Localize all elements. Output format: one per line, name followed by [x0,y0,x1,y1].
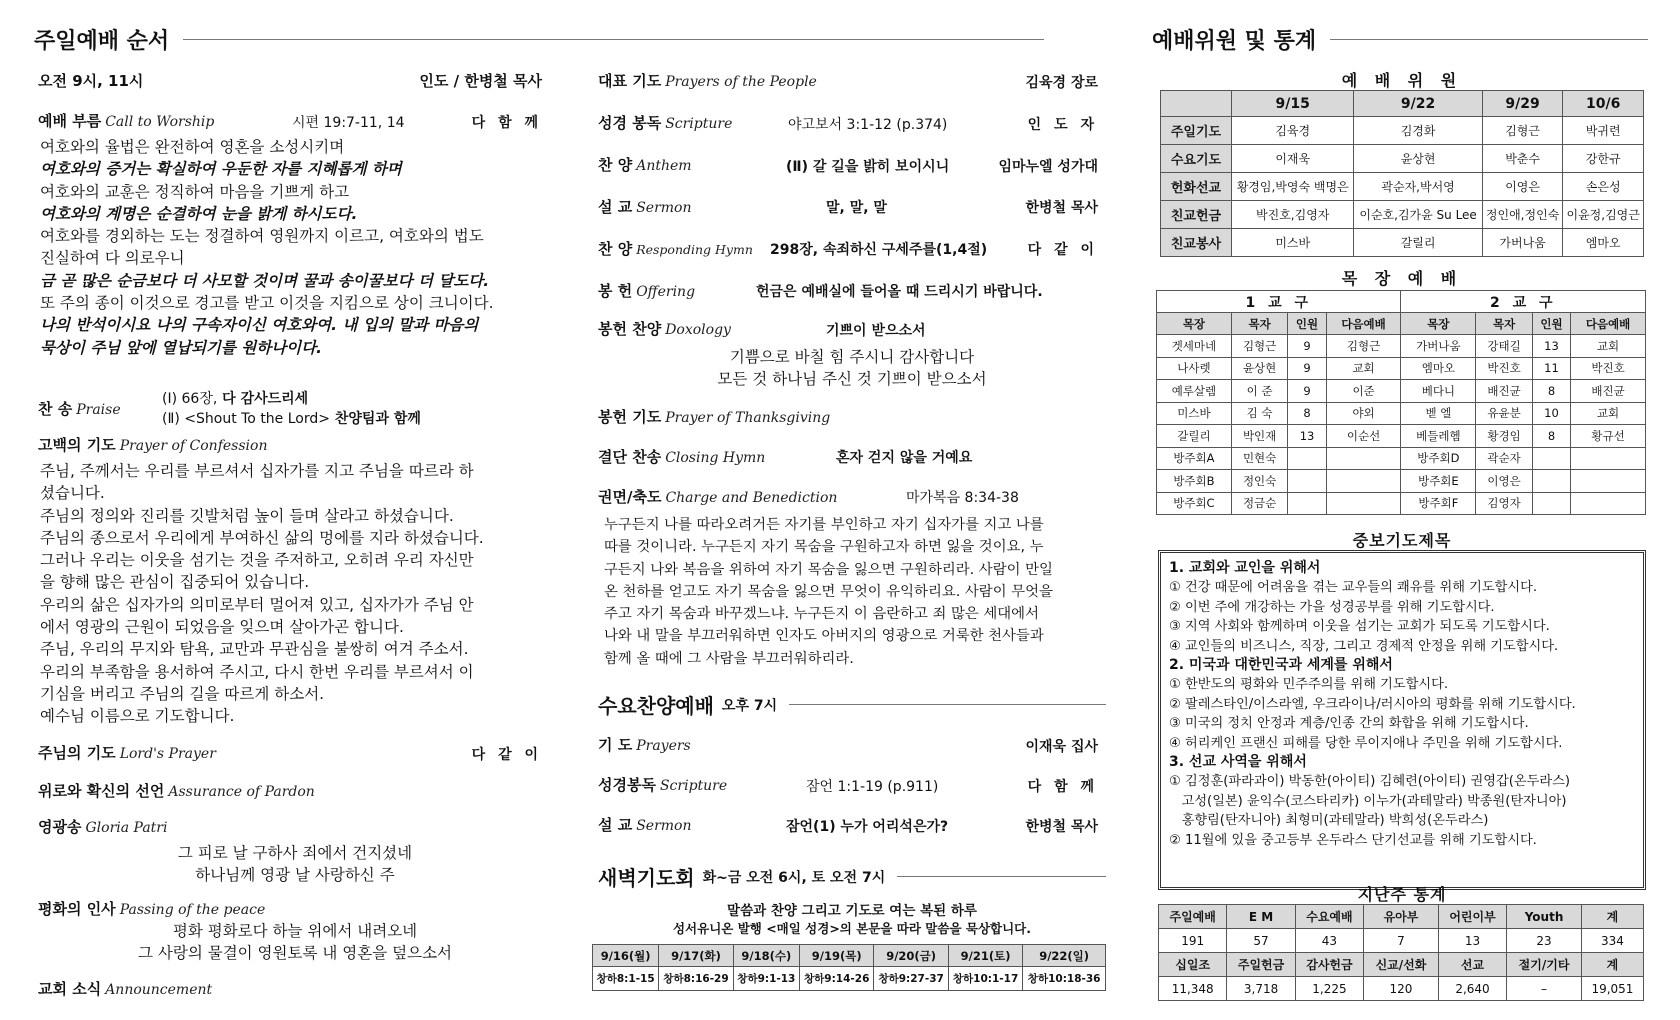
duty-label: 친교봉사 [1161,229,1232,257]
stats-value: 11,348 [1159,977,1227,1001]
district-1: 1 교 구 [1157,291,1401,313]
stats-header: 수요예배 [1295,905,1363,929]
pasture-cell: 방주회D [1401,447,1476,470]
pasture-cell: 예루살렘 [1157,380,1232,403]
anthem-who: 임마누엘 성가대 [998,159,1098,175]
responding-hymn: 찬 양 Responding Hymn [598,240,753,258]
stats-header: 신교/선화 [1364,953,1439,977]
doxology: 봉헌 찬양 Doxology [598,320,731,338]
pasture-header: 인원 [1288,313,1326,335]
pasture-cell: 박진호 [1476,357,1533,380]
dawn-day: 9/18(수) [733,945,799,967]
pasture-cell: 민현숙 [1231,447,1288,470]
passing-of-peace: 평화의 인사 Passing of the peace [38,900,266,918]
praise: 찬 송 Praise [38,400,121,418]
pasture-cell: 13 [1288,425,1326,448]
doxology-title: 기쁘이 받으소서 [826,323,926,339]
stats-header: Youth [1507,905,1582,929]
pasture-cell: 11 [1532,357,1570,380]
pasture-cell: 황경임 [1476,425,1533,448]
closing-hymn-title: 혼자 걷지 않을 거예요 [836,450,973,466]
prayer-title: 중보기도제목 [1352,531,1452,550]
pasture-title: 목 장 예 배 [1341,269,1463,288]
dawn-prayer-header: 새벽기도회 화~금 오전 6시, 토 오전 7시 [598,862,1106,891]
pasture-cell [1571,470,1646,493]
prayer-item: ③ 미국의 정치 안정과 계층/인종 간의 화합을 위해 기도합시다. [1169,716,1529,732]
committee-stats-header [1152,24,1648,55]
stats-value: 2,640 [1438,977,1506,1001]
benediction-line: 주고 자기 목숨과 바꾸겠느냐. 누구든지 이 음란하고 죄 많은 세대에서 [604,606,1039,623]
section-title: 예배위원 및 통계 [1152,29,1317,54]
dawn-note: 말씀과 찬양 그리고 기도로 여는 복된 하루 성서유니온 발행 <매일 성경>의 본문을 따라 말씀을 묵상합니다. [672,903,1032,936]
duty-label: 헌화선교 [1161,173,1232,201]
scripture-ref: 야고보서 3:1-12 (p.374) [788,117,948,133]
duty-cell: 가버나움 [1482,229,1563,257]
psalm-line: 또 주의 종이 이것으로 경고를 받고 이것을 지킴으로 상이 크니이다. [40,294,494,313]
benediction-line: 구든지 나와 복음을 위하여 자기 목숨을 잃으면 구원하리라. 사람이 만일 [604,561,1053,578]
duty-row [1161,117,1644,145]
pasture-cell: 유윤분 [1476,402,1533,425]
psalm-line: 묵상이 주님 앞에 열납되기를 원하나이다. [40,338,323,357]
pasture-cell [1571,447,1646,470]
psalm-reading [40,136,550,359]
dawn-day: 9/19(목) [799,945,873,967]
pasture-cell: 이순선 [1326,425,1401,448]
call-who: 다 함 께 [471,115,542,131]
district-row [1157,291,1646,313]
pasture-row [1157,492,1646,515]
stats-value: 19,051 [1581,977,1643,1001]
pasture-cell: 김형근 [1326,335,1401,358]
responding-hymn-title: 298장, 속죄하신 구세주를(1,4절) [770,242,988,258]
pasture-cell [1571,492,1646,515]
pasture-cell: 가버나움 [1401,335,1476,358]
dawn-ref: 창하10:1-17 [948,967,1022,991]
pasture-row [1157,402,1646,425]
wed-prayers-who: 이재욱 집사 [1025,739,1098,755]
wed-scripture: 성경봉독 Scripture [598,776,728,794]
dawn-refs-row [593,967,1106,991]
service-time: 오전 9시, 11시 [38,72,144,90]
sermon: 설 교 Sermon [598,198,692,216]
prayer-item: ② 11월에 있을 중고등부 온두라스 단기선교를 위해 기도합시다. [1169,832,1537,848]
wed-sermon-title: 잠언(1) 누가 어리석은가? [786,819,949,835]
prayer-item: ③ 지역 사회와 함께하며 이웃을 섬기는 교회가 되도록 기도합시다. [1169,619,1550,635]
duty-cell: 이순호,김가윤 Su Lee [1354,201,1482,229]
stats-header: E M [1227,905,1295,929]
pasture-cell: 배진균 [1476,380,1533,403]
pasture-header: 목자 [1231,313,1288,335]
stats-header: 십일조 [1159,953,1227,977]
intercessory-prayer-box [1158,550,1646,890]
pasture-cell: 정인숙 [1231,470,1288,493]
duty-cell: 윤상현 [1354,145,1482,173]
pasture-cell: 방주회C [1157,492,1232,515]
prayer-item: ① 김정훈(파라과이) 박동한(아이티) 김혜련(아이티) 권영갑(온두라스) [1169,774,1570,790]
dawn-day: 9/21(토) [948,945,1022,967]
pasture-cell: 방주회F [1401,492,1476,515]
psalm-line: 금 곧 많은 순금보다 더 사모할 것이며 꿀과 송이꿀보다 더 달도다. [40,271,490,290]
pasture-cell: 갈릴리 [1157,425,1232,448]
prayer-item: ② 팔레스타인/이스라엘, 우크라이나/러시아의 평화를 위해 기도합시다. [1169,696,1576,712]
dawn-ref: 창하9:27-37 [874,967,948,991]
pasture-cell: 베들레헴 [1401,425,1476,448]
pasture-header: 다음예배 [1326,313,1401,335]
prayer-item: ① 건강 때문에 어려움을 겪는 교우들의 쾌유를 위해 기도합시다. [1169,580,1538,596]
psalm-line: 여호와의 율법은 완전하여 영혼을 소성시키며 [40,138,345,156]
pasture-row [1157,447,1646,470]
duty-cell: 정인애,정인숙 [1482,201,1563,229]
pasture-cell: 정금순 [1231,492,1288,515]
psalm-line: 여호와의 증거는 확실하여 우둔한 자를 지혜롭게 하며 [40,160,402,179]
confession-line: 셨습니다. [40,484,105,503]
stats-value: 1,225 [1295,977,1363,1001]
pasture-cell: 강태길 [1476,335,1533,358]
anthem: 찬 양 Anthem [598,156,692,174]
prayer-of-thanksgiving: 봉헌 기도 Prayer of Thanksgiving [598,408,831,426]
stats-value: – [1507,977,1582,1001]
duty-cell: 김형근 [1482,117,1563,145]
pasture-cell: 미스바 [1157,402,1232,425]
pasture-row [1157,335,1646,358]
pasture-cell [1532,492,1570,515]
prayer-heading: 3. 선교 사역을 위해서 [1169,754,1307,771]
benediction-line: 나와 내 말을 부끄러워하면 인자도 아버지의 영광으로 거룩한 천사들과 [604,628,1044,645]
dawn-day: 9/20(금) [874,945,948,967]
duty-cell: 이영은 [1482,173,1563,201]
pasture-cell: 김형근 [1231,335,1288,358]
pasture-header: 목장 [1157,313,1232,335]
scripture: 성경 봉독 Scripture [598,114,733,132]
offering-note: 헌금은 예배실에 들어올 때 드리시기 바랍니다. [756,284,1043,300]
call-ref: 시편 19:7-11, 14 [292,115,405,131]
psalm-line: 진실하여 다 의로우니 [40,249,185,268]
prayer-heading: 1. 교회와 교인을 위해서 [1169,560,1321,576]
stats-value: 43 [1295,929,1363,953]
prayers-of-people: 대표 기도 Prayers of the People [598,72,817,90]
duty-row [1161,201,1644,229]
confession-line: 주님, 주께서는 우리를 부르셔서 십자가를 지고 주님을 따르라 하 [40,462,474,480]
psalm-line: 나의 반석이시요 나의 구속자이신 여호와여. 내 입의 말과 마음의 [40,316,479,335]
pasture-cell: 이준 [1326,380,1401,403]
duty-label: 수요기도 [1161,145,1232,173]
lords-prayer-who: 다 같 이 [471,747,542,763]
duty-date: 9/15 [1232,91,1354,117]
wednesday-service-header: 수요찬양예배 오후 7시 [598,690,1106,719]
pasture-cell [1288,447,1326,470]
confession-text [40,460,550,728]
duty-header-row [1161,91,1644,117]
confession-line: 기심을 버리고 주님의 길을 따르게 하소서. [40,684,325,703]
section-title: 주일예배 순서 [34,29,170,54]
pasture-cell: 9 [1288,357,1326,380]
confession-line: 우리의 삶은 십자가의 의미로부터 멀어져 있고, 십자가가 주님 안 [40,595,474,614]
pasture-cell: 이 준 [1231,380,1288,403]
dawn-ref: 창하9:14-26 [799,967,873,991]
stats-header: 감사헌금 [1295,953,1363,977]
pasture-cell: 황규선 [1571,425,1646,448]
stats-value: 23 [1507,929,1582,953]
stats-header: 선교 [1438,953,1506,977]
charge-ref: 마가복음 8:34-38 [906,490,1019,506]
prayer-item: ④ 허리케인 프랜신 피해를 당한 루이지애나 주민을 위해 기도합시다. [1169,735,1563,751]
pasture-cell [1532,470,1570,493]
wed-scripture-who: 다 함 께 [1027,779,1098,795]
order-of-worship-header [34,24,1044,55]
pasture-cell: 김 숙 [1231,402,1288,425]
prayer-item: ① 한반도의 평화와 민주주의를 위해 기도합시다. [1169,677,1449,693]
pasture-cell: 8 [1532,425,1570,448]
pasture-row [1157,357,1646,380]
praise-line-1: (Ⅰ) 66장, 다 감사드리세 [162,391,309,407]
confession-line: 주님의 종으로서 우리에게 부여하신 삶의 멍에를 지라 하셨습니다. [40,528,484,547]
stats-header: 주일예배 [1159,905,1227,929]
duty-date: 9/29 [1482,91,1563,117]
stats-table [1158,904,1644,1001]
pasture-cell: 9 [1288,380,1326,403]
pasture-cell: 8 [1288,402,1326,425]
dawn-reading-table [592,944,1106,991]
confession-line: 주님, 우리의 무지와 탐욕, 교만과 무관심을 불쌍히 여겨 주소서. [40,640,469,659]
assurance-of-pardon: 위로와 확신의 선언 Assurance of Pardon [38,782,315,800]
stats-header: 주일헌금 [1227,953,1295,977]
stats-header: 절기/기타 [1507,953,1582,977]
duty-table [1160,90,1644,257]
pasture-header: 다음예배 [1571,313,1646,335]
prayer-item: ② 이번 주에 개강하는 가을 성경공부를 위해 기도합시다. [1169,599,1495,615]
duty-title: 예 배 위 원 [1341,71,1463,90]
closing-hymn: 결단 찬송 Closing Hymn [598,448,766,466]
responding-hymn-who: 다 같 이 [1027,242,1098,258]
duty-label: 친교헌금 [1161,201,1232,229]
duty-cell: 손은성 [1563,173,1644,201]
dawn-ref: 창하9:1-13 [733,967,799,991]
service-leader: 인도 / 한병철 목사 [419,72,542,90]
doxology-lyrics: 기쁨으로 바칠 힘 주시니 감사합니다 모든 것 하나님 주신 것 기쁘이 받으소서 [717,348,987,388]
pasture-cell [1288,492,1326,515]
pasture-cell: 야외 [1326,402,1401,425]
pasture-row [1157,425,1646,448]
duty-cell: 갈릴리 [1354,229,1482,257]
duty-cell: 이재욱 [1232,145,1354,173]
wed-sermon-who: 한병철 목사 [1025,819,1098,835]
stats-value: 334 [1581,929,1643,953]
duty-cell: 강한규 [1563,145,1644,173]
duty-cell: 곽순자,박서영 [1354,173,1482,201]
pasture-cell: 교회 [1571,402,1646,425]
pasture-cell: 이영은 [1476,470,1533,493]
stats-value: 3,718 [1227,977,1295,1001]
duty-cell: 미스바 [1232,229,1354,257]
confession-line: 에서 영광의 근원이 되었음을 잊으며 살아가곤 합니다. [40,618,404,637]
duty-cell: 김경화 [1354,117,1482,145]
scripture-who: 인 도 자 [1027,117,1098,133]
stats-header: 유아부 [1364,905,1439,929]
duty-date: 9/22 [1354,91,1482,117]
stats-value: 57 [1227,929,1295,953]
pasture-cell: 곽순자 [1476,447,1533,470]
duty-cell: 박춘수 [1482,145,1563,173]
duty-date: 10/6 [1563,91,1644,117]
pasture-cell: 김영자 [1476,492,1533,515]
duty-cell: 황경임,박영숙 백명은 [1232,173,1354,201]
stats-header: 계 [1581,905,1643,929]
duty-row [1161,229,1644,257]
pasture-cell: 8 [1532,380,1570,403]
stats-title: 지난주 통계 [1357,885,1447,904]
duty-label: 주일기도 [1161,117,1232,145]
pasture-cell: 방주회A [1157,447,1232,470]
duty-cell: 박진호,김영자 [1232,201,1354,229]
duty-cell: 김육경 [1232,117,1354,145]
benediction-line: 누구든지 나를 따라오려거든 자기를 부인하고 자기 십자가를 지고 나를 [604,517,1044,533]
confession-line: 그러나 우리는 이웃을 섬기는 것을 주저하고, 오히려 우리 자신만 [40,551,474,570]
confession-line: 주님의 정의와 진리를 깃발처럼 높이 들며 살라고 하셨습니다. [40,506,454,525]
gloria-patri: 영광송 Gloria Patri [38,818,168,836]
stats-value: 13 [1438,929,1506,953]
pasture-header-row [1157,313,1646,335]
benediction-text [604,514,1104,670]
pasture-cell: 베다니 [1401,380,1476,403]
pasture-cell: 10 [1532,402,1570,425]
district-2: 2 교 구 [1401,291,1646,313]
pasture-row [1157,470,1646,493]
pasture-cell: 배진균 [1571,380,1646,403]
wed-scripture-ref: 잠언 1:1-19 (p.911) [806,779,939,795]
prayer-item: 고성(일본) 윤익수(코스타리카) 이누가(과테말라) 박종원(탄자니아) [1169,793,1567,809]
pasture-cell: 나사렛 [1157,357,1232,380]
lords-prayer: 주님의 기도 Lord's Prayer [38,744,216,762]
pasture-header: 목자 [1476,313,1533,335]
stats-value: 120 [1364,977,1439,1001]
pasture-row [1157,380,1646,403]
pasture-cell: 겟세마네 [1157,335,1232,358]
offering: 봉 헌 Offering [598,282,696,300]
confession-line: 을 향해 많은 관심이 집중되어 있습니다. [40,573,310,592]
dawn-day: 9/16(월) [593,945,659,967]
duty-cell: 이윤정,김영근 [1563,201,1644,229]
pasture-cell: 9 [1288,335,1326,358]
pasture-cell: 13 [1532,335,1570,358]
stats-header-row [1159,905,1644,929]
pasture-header: 인원 [1532,313,1570,335]
stats-header: 계 [1581,953,1643,977]
pasture-cell [1326,470,1401,493]
dawn-ref: 창하10:18-36 [1023,967,1106,991]
benediction-line: 함께 올 때에 그 사람을 부끄러워하리라. [604,650,854,667]
duty-corner [1161,91,1232,117]
benediction-line: 따를 것이니라. 누구든지 자기 목숨을 구원하고자 하면 잃을 것이요, 누 [604,539,1044,556]
dawn-day: 9/22(일) [1023,945,1106,967]
dawn-ref: 창하8:1-15 [593,967,659,991]
wed-prayers: 기 도 Prayers [598,736,691,754]
psalm-line: 여호와의 계명은 순결하여 눈을 밝게 하시도다. [40,204,358,223]
pasture-cell [1532,447,1570,470]
psalm-line: 여호와를 경외하는 도는 정결하여 영원까지 이르고, 여호와의 법도 [40,227,484,246]
stats-value: 191 [1159,929,1227,953]
pasture-header: 목장 [1401,313,1476,335]
confession-line: 예수님 이름으로 기도합니다. [40,707,235,726]
sermon-title: 말, 말, 말 [826,200,887,216]
pasture-cell [1326,492,1401,515]
stats-value-row [1159,929,1644,953]
announcement: 교회 소식 Announcement [38,980,213,998]
duty-cell: 엠마오 [1563,229,1644,257]
pasture-table [1156,290,1646,515]
stats-header-row [1159,953,1644,977]
dawn-days-row [593,945,1106,967]
stats-value-row [1159,977,1644,1001]
duty-cell: 박귀련 [1563,117,1644,145]
pasture-cell: 교회 [1571,335,1646,358]
pasture-cell: 박진호 [1571,357,1646,380]
pasture-cell: 박인재 [1231,425,1288,448]
gloria-lyrics: 그 피로 날 구하사 죄에서 건지셨네 하나님께 영광 날 사랑하신 주 [177,844,413,884]
prayer-item: ④ 교인들의 비즈니스, 직장, 그리고 경제적 안정을 위해 기도합시다. [1169,638,1559,654]
call-to-worship: 예배 부름 Call to Worship [38,112,215,130]
duty-row [1161,173,1644,201]
prayer-heading: 2. 미국과 대한민국과 세계를 위해서 [1169,657,1393,674]
peace-lyrics: 평화 평화로다 하늘 위에서 내려오네 그 사랑의 물결이 영원토록 내 영혼을 덮으소서 [137,922,453,962]
pasture-cell: 엠마오 [1401,357,1476,380]
pasture-cell: 방주회B [1157,470,1232,493]
pasture-cell: 교회 [1326,357,1401,380]
rep-prayer-who: 김육경 장로 [1025,75,1098,91]
sermon-who: 한병철 목사 [1025,200,1098,216]
pasture-cell: 방주회E [1401,470,1476,493]
anthem-title: (Ⅱ) 갈 길을 밝히 보이시니 [786,159,950,175]
confession-line: 우리의 부족함을 용서하여 주시고, 다시 한번 우리를 부르셔서 이 [40,662,474,681]
charge-and-benediction: 권면/축도 Charge and Benediction [598,488,838,506]
prayer-item: 홍향림(탄자니아) 최형미(과테말라) 박희성(온두라스) [1169,813,1489,829]
stats-value: 7 [1364,929,1439,953]
pasture-cell: 윤상현 [1231,357,1288,380]
stats-header: 어린이부 [1438,905,1506,929]
prayer-of-confession: 고백의 기도 Prayer of Confession [38,436,268,454]
dawn-ref: 창하8:16-29 [659,967,733,991]
pasture-cell: 벧 엘 [1401,402,1476,425]
pasture-cell [1326,447,1401,470]
wed-sermon: 설 교 Sermon [598,816,692,834]
praise-line-2: (Ⅱ) <Shout To the Lord> 찬양팀과 함께 [162,411,421,427]
psalm-line: 여호와의 교훈은 정직하여 마음을 기쁘게 하고 [40,182,350,201]
benediction-line: 온 천하를 얻고도 자기 목숨을 잃으면 무엇이 유익하리요. 사람이 무엇을 [604,583,1053,600]
duty-row [1161,145,1644,173]
pasture-cell [1288,470,1326,493]
dawn-day: 9/17(화) [659,945,733,967]
